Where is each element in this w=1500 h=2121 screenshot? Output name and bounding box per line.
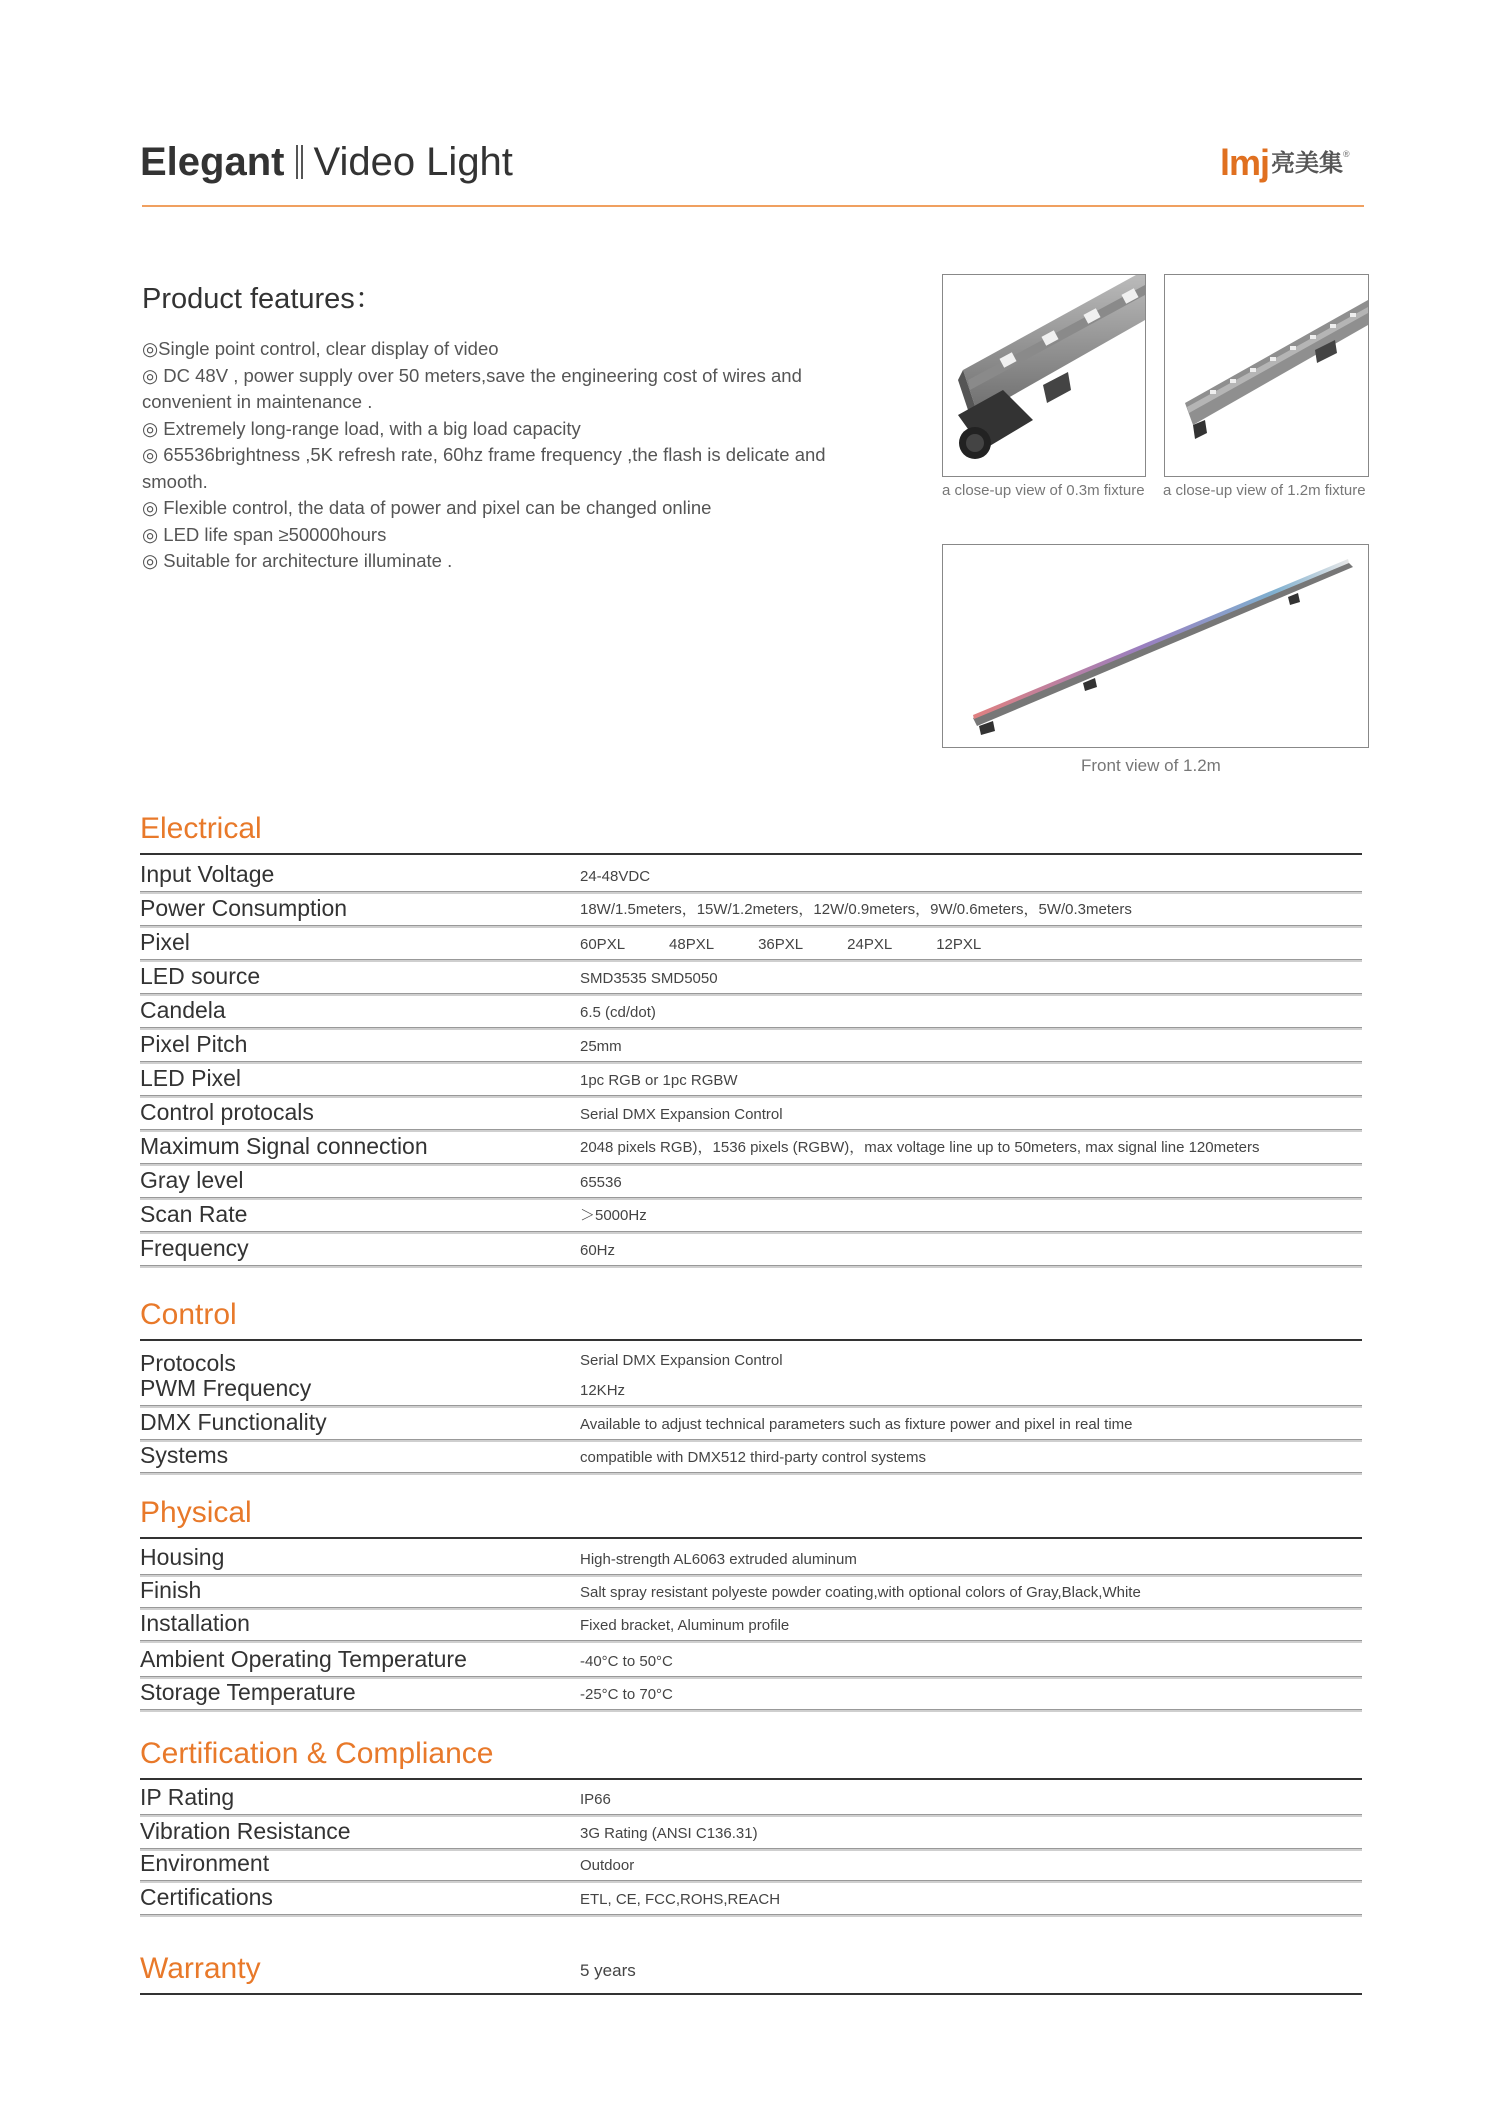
spec-label: Gray level — [140, 1167, 244, 1193]
spec-label: Systems — [140, 1442, 229, 1468]
page-title — [140, 140, 513, 185]
warranty-heading: Warranty — [140, 1952, 261, 1985]
spec-row-housing — [140, 1541, 1362, 1574]
features-list — [142, 336, 842, 575]
caption-12m: a close-up view of 1.2m fixture — [1163, 482, 1366, 499]
feature-item: ◎ Flexible control, the data of power and pixel can be changed online — [142, 497, 712, 518]
spec-row-environment — [140, 1848, 1362, 1880]
warranty-rule — [140, 1993, 1362, 1995]
spec-label: Pixel — [140, 929, 190, 955]
spec-label: Finish — [140, 1577, 202, 1603]
spec-value: 1pc RGB or 1pc RGBW — [580, 1072, 738, 1089]
spec-row-power-consumption — [140, 891, 1362, 925]
spec-value: 18W/1.5meters，15W/1.2meters，12W/0.9meters，9W/0.6meters，5W/0.3meters — [580, 901, 1132, 918]
spec-value: Serial DMX Expansion Control — [580, 1352, 783, 1369]
spec-value: High-strength AL6063 extruded aluminum — [580, 1551, 857, 1568]
control-rule — [140, 1339, 1362, 1341]
spec-label: Protocols — [140, 1350, 236, 1376]
spec-value: SMD3535 SMD5050 — [580, 970, 718, 987]
spec-value: 60Hz — [580, 1242, 616, 1259]
feature-item: ◎ Suitable for architecture illuminate . — [142, 550, 453, 571]
pixel-options — [580, 936, 981, 953]
spec-row-candela — [140, 993, 1362, 1027]
spec-row-pwm-frequency — [140, 1373, 1362, 1405]
spec-row-vibration — [140, 1814, 1362, 1848]
spec-label: PWM Frequency — [140, 1375, 312, 1401]
spec-row-finish — [140, 1574, 1362, 1607]
spec-label: LED source — [140, 963, 261, 989]
electrical-heading: Electrical — [140, 812, 262, 845]
logo-mark: lmj — [1220, 142, 1270, 183]
spec-label: Installation — [140, 1610, 250, 1636]
spec-value: 24-48VDC — [580, 868, 651, 885]
row-divider — [140, 1709, 1362, 1712]
electrical-rule — [140, 853, 1362, 855]
spec-row-installation — [140, 1607, 1362, 1640]
spec-row-frequency — [140, 1231, 1362, 1265]
spec-row-gray-level — [140, 1163, 1362, 1197]
spec-row-led-pixel — [140, 1061, 1362, 1095]
fixture-front-image — [942, 544, 1369, 748]
spec-value: ＞5000Hz — [580, 1207, 647, 1224]
spec-value: Serial DMX Expansion Control — [580, 1106, 783, 1123]
certification-rule — [140, 1778, 1362, 1780]
spec-label: Ambient Operating Temperature — [140, 1646, 467, 1672]
spec-row-led-source — [140, 959, 1362, 993]
spec-value: Fixed bracket, Aluminum profile — [580, 1617, 790, 1634]
spec-row-dmx-functionality — [140, 1407, 1362, 1439]
header-rule — [142, 205, 1364, 207]
caption-03m: a close-up view of 0.3m fixture — [942, 482, 1145, 499]
features-heading: Product features： — [142, 283, 384, 315]
row-divider — [140, 1914, 1362, 1917]
spec-label: Storage Temperature — [140, 1679, 356, 1705]
logo-registered: ® — [1343, 149, 1349, 159]
spec-value: -40°C to 50°C — [580, 1653, 673, 1670]
spec-value: 65536 — [580, 1174, 622, 1191]
fixture-03m-image — [942, 274, 1146, 477]
feature-item: ◎ LED life span ≥50000hours — [142, 523, 387, 545]
spec-row-pixel — [140, 925, 1362, 959]
spec-value: 3G Rating (ANSI C136.31) — [580, 1825, 758, 1842]
logo-chinese: 亮美集 — [1271, 150, 1344, 177]
spec-row-scan-rate — [140, 1197, 1362, 1231]
spec-row-protocols — [140, 1343, 1362, 1375]
pixel-option: 12PXL — [936, 936, 982, 953]
spec-row-certifications — [140, 1880, 1362, 1914]
warranty-value: 5 years — [580, 1961, 636, 1980]
pixel-option: 36PXL — [758, 936, 804, 953]
spec-label: Maximum Signal connection — [140, 1133, 428, 1159]
brand-logo — [1220, 142, 1349, 184]
spec-label: Housing — [140, 1544, 225, 1570]
spec-row-ip-rating — [140, 1782, 1362, 1814]
spec-value: 25mm — [580, 1038, 622, 1055]
spec-row-ambient-temp — [140, 1641, 1362, 1676]
spec-value: Salt spray resistant polyeste powder coating,with optional colors of Gray,Black,White — [580, 1584, 1141, 1601]
title-light: Video Light — [313, 140, 513, 184]
spec-value: 2048 pixels RGB)，1536 pixels (RGBW)，max voltage line up to 50meters, max signal line 120meters — [580, 1139, 1260, 1156]
physical-heading: Physical — [140, 1496, 252, 1529]
fixture-12m-image — [1164, 274, 1369, 477]
spec-row-systems — [140, 1440, 1362, 1472]
spec-label: Power Consumption — [140, 895, 348, 921]
spec-value: Available to adjust technical parameters such as fixture power and pixel in real time — [580, 1416, 1133, 1433]
spec-label: Environment — [140, 1850, 270, 1876]
feature-item: ◎ 65536brightness ,5K refresh rate, 60hz frame frequency ,the flash is delicate and smooth. — [142, 444, 826, 492]
feature-item: ◎ Extremely long-range load, with a big load capacity — [142, 417, 581, 439]
spec-label: Pixel Pitch — [140, 1031, 248, 1057]
physical-rule — [140, 1537, 1362, 1539]
spec-value: IP66 — [580, 1791, 611, 1808]
pixel-option: 60PXL — [580, 936, 626, 953]
spec-label: IP Rating — [140, 1784, 235, 1810]
title-bold: Elegant — [140, 140, 285, 184]
row-divider — [140, 1265, 1362, 1268]
spec-label: Vibration Resistance — [140, 1818, 351, 1844]
spec-label: Certifications — [140, 1884, 273, 1910]
certification-heading: Certification & Compliance — [140, 1737, 494, 1770]
spec-label: Control protocals — [140, 1099, 314, 1125]
caption-front: Front view of 1.2m — [1081, 756, 1221, 775]
spec-row-pixel-pitch — [140, 1027, 1362, 1061]
spec-label: Candela — [140, 997, 226, 1023]
spec-value: Outdoor — [580, 1857, 635, 1874]
spec-label: Scan Rate — [140, 1201, 248, 1227]
spec-value: -25°C to 70°C — [580, 1686, 673, 1703]
spec-label: Input Voltage — [140, 861, 275, 887]
spec-row-input-voltage — [140, 857, 1362, 891]
feature-item: ◎Single point control, clear display of video — [142, 338, 499, 359]
spec-value: 6.5 (cd/dot) — [580, 1004, 656, 1021]
control-heading: Control — [140, 1298, 237, 1331]
row-divider — [140, 1472, 1362, 1475]
title-separator — [296, 145, 303, 179]
pixel-option: 48PXL — [669, 936, 715, 953]
spec-label: DMX Functionality — [140, 1409, 327, 1435]
spec-row-control-protocals — [140, 1095, 1362, 1129]
spec-value: 12KHz — [580, 1382, 626, 1399]
spec-label: Frequency — [140, 1235, 249, 1261]
feature-item: ◎ DC 48V , power supply over 50 meters,save the engineering cost of wires and convenient in maintenance . — [142, 364, 802, 412]
spec-row-storage-temp — [140, 1676, 1362, 1709]
spec-value: compatible with DMX512 third-party control systems — [580, 1449, 926, 1466]
pixel-option: 24PXL — [847, 936, 893, 953]
spec-label: LED Pixel — [140, 1065, 241, 1091]
spec-row-max-signal — [140, 1129, 1362, 1163]
spec-value: ETL, CE, FCC,ROHS,REACH — [580, 1891, 781, 1908]
